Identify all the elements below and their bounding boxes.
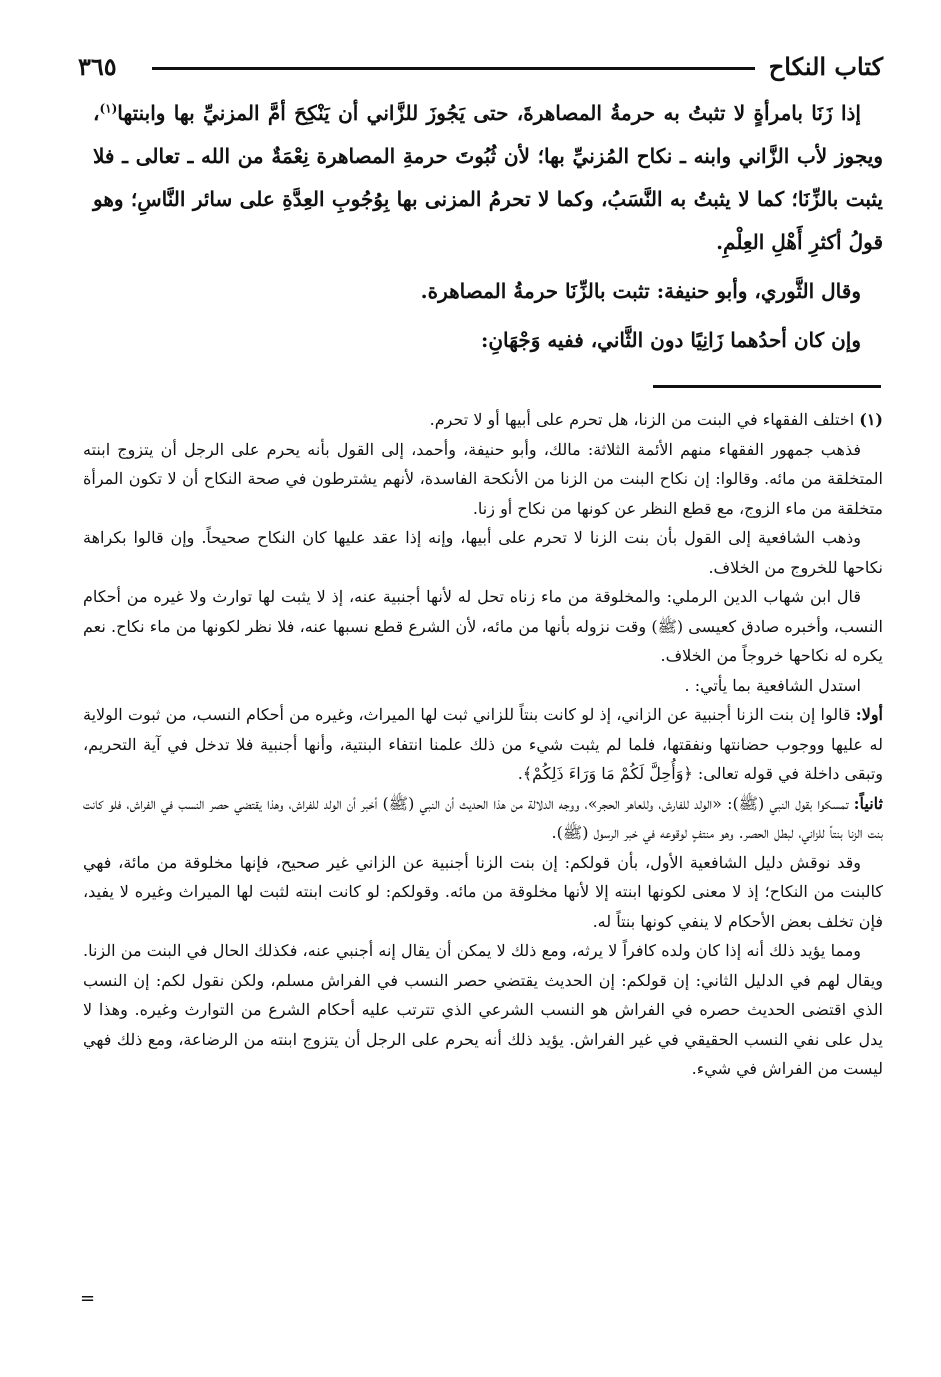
- point-second-text: تمسكوا بقول النبي (ﷺ): «الولد للفارش، وللعاهر الحجر»، ووجه الدلالة من هذا الحديث أن النبي (ﷺ) أخبر أن الولد للفراش، وهذا يقتضي حصر النسب في الفراش، فلو كانت بنت الزنا بنتاً للزاني، لبطل الحصر. وهو منتفٍ لوقوعه في خبر الرسول (ﷺ).: [83, 793, 883, 842]
- footnote-intro: [83, 405, 883, 435]
- footnote-reference: (١): [99, 101, 118, 116]
- footnote-separator: [653, 385, 881, 388]
- footnote-intro-text: اختلف الفقهاء في البنت من الزنا، هل تحرم على أبيها أو لا تحرم.: [429, 410, 855, 429]
- main-paragraph-1-text-a: إذا زَنَا بامرأةٍ لا تثبتُ به حرمةُ المصاهرةَ، حتى يَجُوزَ للزَّاني أن يَنْكِحَ أمَّ المزنيِّ بها وابنتها: [117, 101, 861, 125]
- point-first-text: قالوا إن بنت الزنا أجنبية عن الزاني، إذ لو كانت بنتاً للزاني ثبت لها الميراث، وغيره من أحكام النسب، من ثبوت الولاية له عليها ووجوب حضانتها ونفقتها، فلما لم يثبت شيء من ذلك علمنا انتفاء البنتية، وأنها أجنبية فلا تدخل في آية التحريم، وتبقى داخلة في قوله تعالى: ﴿وَأُحِلَّ لَكُمْ مَا وَرَاءَ ذَلِكُمْ﴾.: [83, 705, 883, 783]
- running-header: [78, 52, 883, 88]
- point-first-label: أولا:: [855, 705, 883, 724]
- point-second-label: ثانياً:: [853, 793, 883, 813]
- footnote-paragraph-6: [83, 789, 883, 848]
- footnote-paragraph-5: [83, 700, 883, 789]
- footnote-paragraph-7: وقد نوقش دليل الشافعية الأول، بأن قولكم: إن بنت الزنا أجنبية عن الزاني غير صحيح، فإنها مخلوقة من مائة، فهي كالبنت من النكاح؛ إذ لا معنى لكونها ابنته إلا لأنها مخلوقة من مائه. وقولكم: لو كانت ابنته لثبت لها الميراث وغيره لا يفيد، فإن تخلف بعض الأحكام لا ينفي كونها بنتاً له.: [83, 852, 884, 931]
- page-number: ٣٦٥: [78, 52, 117, 81]
- footnote-paragraph-4: استدل الشافعية بما يأتي: .: [684, 675, 861, 695]
- footnote-paragraph-8: ومما يؤيد ذلك أنه إذا كان ولده كافراً لا يرثه، ومع ذلك لا يمكن أن يقال إنه أجنبي عنه، فكذلك الحال في البنت من الزنا. ويقال لهم في الدليل الثاني: إن قولكم: إن الحديث يقتضي حصر النسب في الفراش مسلم، ولكن نقول لكم: إن النسب الذي اقتضى الحديث حصره في الفراش هو النسب الشرعي الذي تترتب عليه أحكام الشرع من التوارث وغيره. وهذا لا يدل على نفي النسب الحقيقي في غير الفراش. يؤيد ذلك أنه يحرم على الرجل أن يتزوج ابنته من الرضاعة، ومع ذلك فهي ليست من الفراش في شيء.: [83, 941, 883, 1078]
- footnote-paragraph-2: وذهب الشافعية إلى القول بأن بنت الزنا لا تحرم على أبيها، وإنه إذا عقد عليها كان النكاح صحيحاً. وإن قالوا بكراهة نكاحها للخروج من الخلاف.: [83, 528, 883, 577]
- footnote-paragraph-1: فذهب جمهور الفقهاء منهم الأئمة الثلاثة: مالك، وأبو حنيفة، وأحمد، إلى القول بأنه يحرم على الرجل أن يتزوج ابنته المتخلقة من مائه. وقالوا: إن نكاح البنت من الزنا من الأنكحة الفاسدة، لأنهم يشترطون في صحة النكاح أن لا تكون المرأة متخلقة من ماء الزوج، مع قطع النظر عن كونها من نكاح أو زنا.: [83, 439, 883, 518]
- footnotes: [83, 405, 883, 1084]
- main-paragraph-1-text-b: ، ويجوز لأب الزَّاني وابنه ـ نكاح المُزنيِّ بها؛ لأن ثُبُوتَ حرمةِ المصاهرة نِعْمَةٌ من الله ـ تعالى ـ فلا يثبت بالزِّنَا؛ كما لا يثبتُ به النَّسَبُ، وكما لا تحرمُ المزنى بها بِوُجُوبِ العِدَّةِ على سائر النَّاسِ؛ وهو قولُ أكثرِ أَهْلِ العِلْمِ.: [93, 101, 883, 254]
- continuation-mark: =: [80, 1288, 96, 1309]
- footnote-paragraph-3: قال ابن شهاب الدين الرملي: والمخلوقة من ماء زناه تحل له لأنها أجنبية عنه، إذ لا يثبت لها توارث ولا غيره من أحكام النسب، وأخبره صادق كعيسى (ﷺ) وقت نزوله بأنها من مائه، لأن الشرع قطع نسبها عنه، فلا نظر لكونها من ماء نكاح. نعم يكره له نكاحها خروجاً من الخلاف.: [83, 587, 883, 665]
- header-rule: [152, 67, 755, 70]
- footnote-mark: (١): [859, 410, 883, 429]
- main-paragraph-1: [93, 92, 883, 264]
- chapter-title: كتاب النكاح: [768, 52, 883, 81]
- main-paragraph-2: وقال الثَّوري، وأبو حنيفة: تثبت بالزِّنَا حرمةُ المصاهرة.: [420, 279, 861, 303]
- main-paragraph-3: وإن كان أحدُهما زَانِيًا دون الثَّاني، ففيه وَجْهَانِ:: [480, 328, 861, 352]
- main-text: [93, 92, 883, 362]
